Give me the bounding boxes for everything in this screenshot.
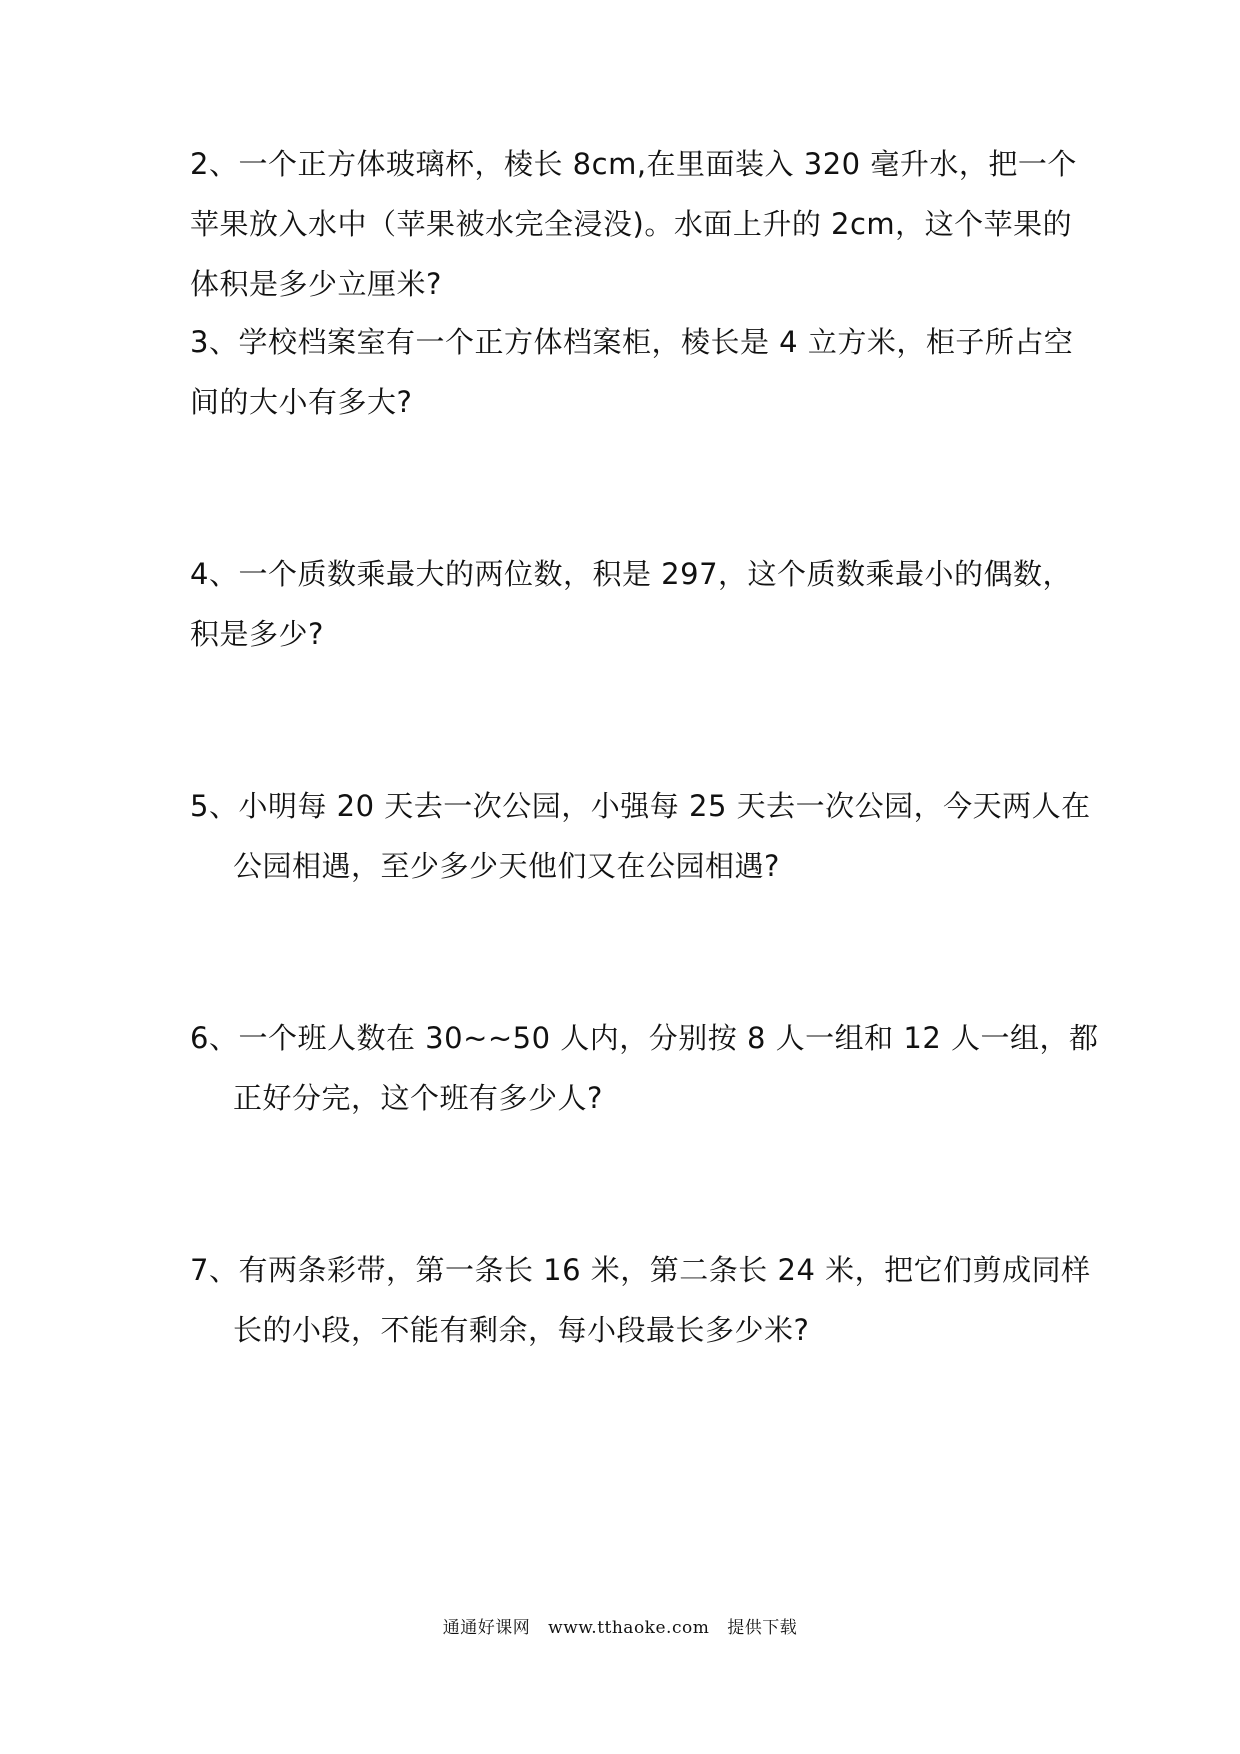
problem-5-line-1: 5、小明每 20 天去一次公园，小强每 25 天去一次公园，今天两人在 (190, 789, 1091, 823)
problem-7-line-2: 长的小段，不能有剩余，每小段最长多少米? (233, 1313, 810, 1347)
problem-3-line-2: 间的大小有多大? (190, 385, 413, 419)
footer-url[interactable]: www.tthaoke.com (548, 1618, 710, 1638)
problem-3-line-1: 3、学校档案室有一个正方体档案柜，棱长是 4 立方米，柜子所占空 (190, 325, 1074, 359)
problem-2-line-1: 2、一个正方体玻璃杯，棱长 8cm,在里面装入 320 毫升水，把一个 (190, 147, 1077, 181)
problem-2-line-2: 苹果放入水中（苹果被水完全浸没)。水面上升的 2cm，这个苹果的 (190, 207, 1073, 241)
problem-2-line-3: 体积是多少立厘米? (190, 267, 442, 301)
problem-6-line-1: 6、一个班人数在 30~~50 人内，分别按 8 人一组和 12 人一组，都 (190, 1021, 1099, 1055)
problem-6-line-2: 正好分完，这个班有多少人? (233, 1081, 603, 1115)
page-footer (0, 1616, 1240, 1640)
problem-5-line-2: 公园相遇，至少多少天他们又在公园相遇? (233, 849, 780, 883)
problem-7-line-1: 7、有两条彩带，第一条长 16 米，第二条长 24 米，把它们剪成同样 (190, 1253, 1091, 1287)
problem-4-line-1: 4、一个质数乘最大的两位数，积是 297，这个质数乘最小的偶数， (190, 557, 1073, 591)
problem-4-line-2: 积是多少? (190, 617, 324, 651)
footer-action: 提供下载 (727, 1618, 798, 1638)
footer-site-name: 通通好课网 (442, 1618, 531, 1638)
